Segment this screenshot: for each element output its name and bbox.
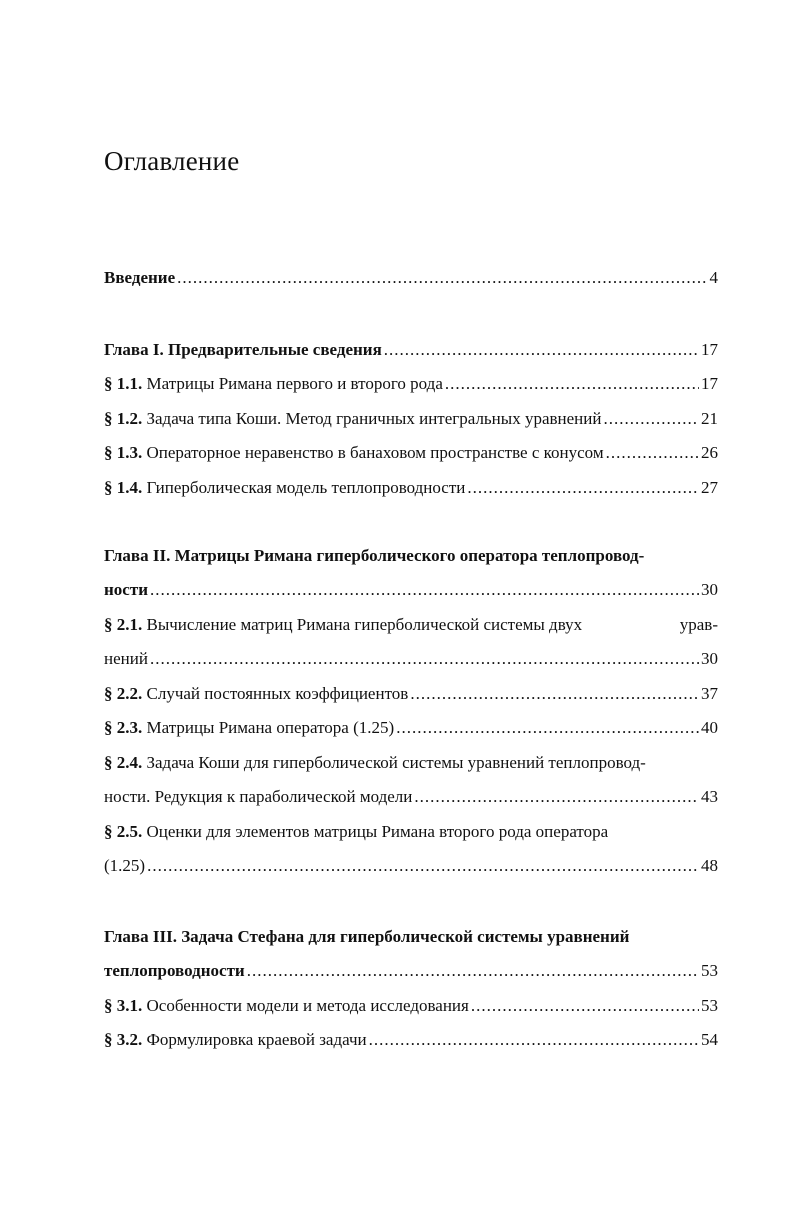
section-number: § 2.4.: [104, 753, 143, 772]
section-number: § 1.4.: [104, 478, 143, 497]
section-title: [104, 1028, 367, 1052]
page-number: 48: [701, 856, 718, 875]
page-number: 30: [701, 580, 718, 599]
toc-section-1-4[interactable]: [104, 476, 718, 500]
section-number: § 2.3.: [104, 718, 143, 737]
page-number: 40: [701, 718, 718, 737]
chapter-heading: Глава II. Матрицы Римана гиперболического оператора теплопровод-: [104, 546, 645, 565]
section-text: Задача Коши для гиперболической системы уравнений теплопровод-: [142, 753, 646, 772]
page-number: 53: [701, 961, 718, 980]
section-title: [104, 613, 582, 637]
toc-section-2-5-line1[interactable]: [104, 820, 718, 844]
dot-leader: [247, 959, 699, 983]
section-title: [104, 753, 646, 772]
section-text: Формулировка краевой задачи: [142, 1030, 367, 1049]
section-number: § 3.1.: [104, 996, 143, 1015]
page-number: 27: [701, 478, 718, 497]
toc-section-2-1-line2[interactable]: [104, 647, 718, 671]
section-number: § 3.2.: [104, 1030, 143, 1049]
section-text-continuation: нений: [104, 649, 148, 668]
toc-section-1-2[interactable]: [104, 407, 718, 431]
section-text: Особенности модели и метода исследования: [142, 996, 469, 1015]
section-number: § 1.2.: [104, 409, 143, 428]
section-text: Оценки для элементов матрицы Римана второго рода оператора: [142, 822, 609, 841]
chapter-heading-continuation: теплопроводности: [104, 961, 245, 980]
section-number: § 2.2.: [104, 684, 143, 703]
page-number: 54: [701, 1030, 718, 1049]
toc-entry-intro[interactable]: [104, 266, 718, 290]
section-text-continuation: (1.25): [104, 856, 146, 875]
dot-leader: [369, 1028, 699, 1052]
section-title: [104, 716, 394, 740]
dot-leader: [603, 407, 699, 431]
page-title: Оглавление: [104, 146, 240, 176]
page-number: 21: [701, 409, 718, 428]
chapter-heading-continuation: ности: [104, 580, 148, 599]
section-text: Вычисление матриц Римана гиперболической системы двух: [142, 615, 583, 634]
dot-leader: [445, 372, 699, 396]
page-number: 4: [709, 268, 718, 287]
dot-leader: [396, 716, 699, 740]
section-number: § 1.3.: [104, 443, 143, 462]
dot-leader: [410, 682, 699, 706]
chapter-heading: Глава I. Предварительные сведения: [104, 340, 382, 359]
toc-section-2-5-line2[interactable]: [104, 854, 718, 878]
section-number: § 2.1.: [104, 615, 143, 634]
section-text-continuation: ности. Редукция к параболической модели: [104, 787, 413, 806]
toc-section-2-1-line1[interactable]: [104, 613, 718, 637]
toc-section-3-1[interactable]: [104, 994, 718, 1018]
page-number: 26: [701, 443, 718, 462]
section-text: Матрицы Римана оператора (1.25): [142, 718, 395, 737]
page-number: 43: [701, 787, 718, 806]
section-text: Задача типа Коши. Метод граничных интегральных уравнений: [142, 409, 602, 428]
section-text: Операторное неравенство в банаховом пространстве с конусом: [142, 443, 604, 462]
page-number: 17: [701, 340, 718, 359]
dot-leader: [467, 476, 699, 500]
toc-entry-label: Введение: [104, 268, 176, 287]
dot-leader: [177, 266, 707, 290]
toc-section-1-1[interactable]: [104, 372, 718, 396]
section-text: Гиперболическая модель теплопроводности: [142, 478, 466, 497]
dot-leader: [606, 441, 699, 465]
toc-section-1-3[interactable]: [104, 441, 718, 465]
section-number: § 1.1.: [104, 374, 143, 393]
toc-section-2-2[interactable]: [104, 682, 718, 706]
section-title: [104, 822, 608, 841]
toc-chapter-2-line1[interactable]: [104, 544, 718, 568]
toc-section-2-4-line2[interactable]: [104, 785, 718, 809]
dot-leader: [471, 994, 699, 1018]
section-title: [104, 682, 408, 706]
section-title: [104, 407, 601, 431]
toc-section-2-3[interactable]: [104, 716, 718, 740]
section-text: Случай постоянных коэффициентов: [142, 684, 409, 703]
dot-leader: [384, 338, 699, 362]
page-number: 17: [701, 374, 718, 393]
toc-chapter-3-line1[interactable]: [104, 925, 718, 949]
toc-section-2-4-line1[interactable]: [104, 751, 718, 775]
section-text: Матрицы Римана первого и второго рода: [142, 374, 443, 393]
toc-chapter-1[interactable]: [104, 338, 718, 362]
dot-leader: [147, 854, 699, 878]
section-title: [104, 372, 443, 396]
page-number: 53: [701, 996, 718, 1015]
toc-chapter-2-line2[interactable]: [104, 578, 718, 602]
section-title: [104, 994, 469, 1018]
dot-leader: [414, 785, 699, 809]
dot-leader: [150, 578, 699, 602]
toc-chapter-3-line2[interactable]: [104, 959, 718, 983]
chapter-heading: Глава III. Задача Стефана для гиперболической системы уравнений: [104, 927, 630, 946]
section-text-hyphenated: урав-: [679, 615, 718, 634]
page-number: 37: [701, 684, 718, 703]
page-number: 30: [701, 649, 718, 668]
dot-leader: [150, 647, 699, 671]
section-title: [104, 441, 604, 465]
section-number: § 2.5.: [104, 822, 143, 841]
toc-section-3-2[interactable]: [104, 1028, 718, 1052]
section-title: [104, 476, 465, 500]
